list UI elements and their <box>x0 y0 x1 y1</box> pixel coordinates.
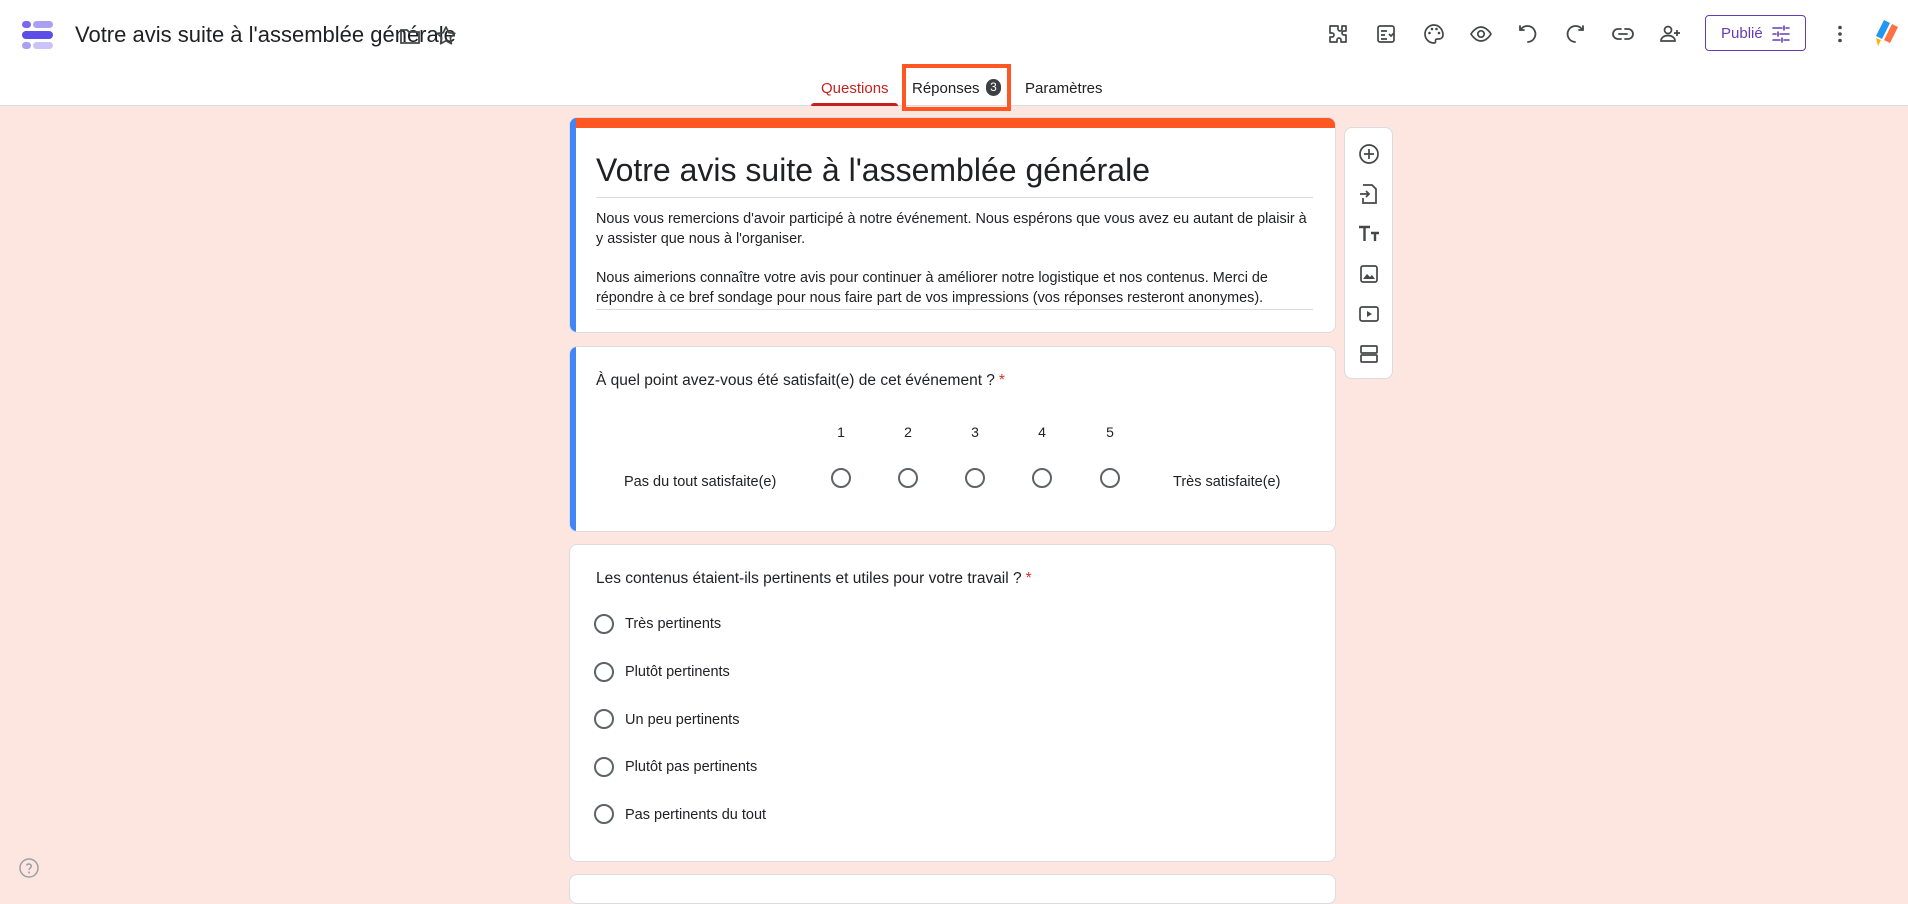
scale-number: 4 <box>1038 424 1046 440</box>
add-question-icon[interactable] <box>1357 142 1381 166</box>
required-asterisk: * <box>998 372 1005 389</box>
scale-radio-5[interactable] <box>1100 468 1120 488</box>
star-icon[interactable] <box>434 24 458 48</box>
approval-icon[interactable] <box>1372 20 1400 48</box>
question-card-satisfaction[interactable] <box>569 346 1336 532</box>
add-title-icon[interactable] <box>1357 222 1381 246</box>
option-radio[interactable] <box>594 757 614 777</box>
title-underline <box>596 197 1313 198</box>
option-radio[interactable] <box>594 662 614 682</box>
add-video-icon[interactable] <box>1357 302 1381 326</box>
scale-number: 5 <box>1106 424 1114 440</box>
scale-number: 2 <box>904 424 912 440</box>
folder-icon[interactable] <box>398 24 422 48</box>
form-header-card[interactable] <box>569 117 1336 333</box>
description-underline <box>596 309 1313 310</box>
preview-eye-icon[interactable] <box>1467 20 1495 48</box>
palette-icon[interactable] <box>1420 20 1448 48</box>
responses-count-badge: 3 <box>986 79 1001 96</box>
extension-logo-icon[interactable] <box>1872 18 1902 48</box>
add-section-icon[interactable] <box>1357 342 1381 366</box>
tab-questions[interactable]: Questions <box>821 80 889 97</box>
redo-icon[interactable] <box>1561 20 1589 48</box>
scale-number: 1 <box>837 424 845 440</box>
option-radio[interactable] <box>594 709 614 729</box>
option-label[interactable]: Pas pertinents du tout <box>625 807 767 823</box>
scale-min-label: Pas du tout satisfaite(e) <box>624 474 777 490</box>
option-label[interactable]: Un peu pertinents <box>625 712 740 728</box>
theme-bar <box>570 118 1335 128</box>
responses-tab-highlight <box>902 64 1011 111</box>
more-vert-icon[interactable] <box>1826 20 1854 48</box>
question-title <box>596 570 1032 588</box>
option-label[interactable]: Plutôt pas pertinents <box>625 759 758 775</box>
option-radio[interactable] <box>594 804 614 824</box>
scale-max-label: Très satisfaite(e) <box>1173 474 1281 490</box>
addon-icon[interactable] <box>1324 20 1352 48</box>
form-title[interactable]: Votre avis suite à l'assemblée générale <box>596 152 1150 188</box>
question-text: Les contenus étaient-ils pertinents et utiles pour votre travail ? <box>596 570 1022 587</box>
form-description-paragraph[interactable]: Nous aimerions connaître votre avis pour continuer à améliorer notre logistique et nos contenus. Merci de répondre à ce bref sondage pour nous faire part de vos impressions (vos réponses resteront anonymes). <box>596 270 1268 306</box>
scale-radio-3[interactable] <box>965 468 985 488</box>
publish-button[interactable] <box>1705 15 1806 51</box>
link-icon[interactable] <box>1609 20 1637 48</box>
option-radio[interactable] <box>594 614 614 634</box>
active-card-accent <box>570 347 576 531</box>
question-side-toolbar <box>1344 127 1393 379</box>
forms-logo-icon[interactable] <box>20 17 56 53</box>
add-collaborator-icon[interactable] <box>1656 20 1684 48</box>
add-image-icon[interactable] <box>1357 262 1381 286</box>
tab-responses[interactable]: Réponses <box>912 80 980 97</box>
tune-icon <box>1771 24 1791 44</box>
question-card-relevance[interactable] <box>569 544 1336 862</box>
help-icon[interactable] <box>18 857 40 879</box>
form-description-paragraph[interactable]: Nous vous remercions d'avoir participé à notre événement. Nous espérons que vous avez eu autant de plaisir à y assister que nous à l'organiser. <box>596 211 1307 247</box>
option-label[interactable]: Très pertinents <box>625 616 722 632</box>
scale-radio-1[interactable] <box>831 468 851 488</box>
required-asterisk: * <box>1025 570 1032 587</box>
scale-radio-2[interactable] <box>898 468 918 488</box>
question-card-next[interactable] <box>569 874 1336 904</box>
active-tab-indicator <box>811 103 898 106</box>
question-title <box>596 372 1005 390</box>
option-label[interactable]: Plutôt pertinents <box>625 664 730 680</box>
undo-icon[interactable] <box>1514 20 1542 48</box>
document-title[interactable]: Votre avis suite à l'assemblée générale <box>75 22 456 47</box>
question-text: À quel point avez-vous été satisfait(e) de cet événement ? <box>596 372 995 389</box>
tab-settings[interactable]: Paramètres <box>1025 80 1103 97</box>
scale-number: 3 <box>971 424 979 440</box>
scale-radio-4[interactable] <box>1032 468 1052 488</box>
import-questions-icon[interactable] <box>1357 182 1381 206</box>
active-card-accent <box>570 118 576 332</box>
publish-button-label: Publié <box>1721 24 1763 42</box>
